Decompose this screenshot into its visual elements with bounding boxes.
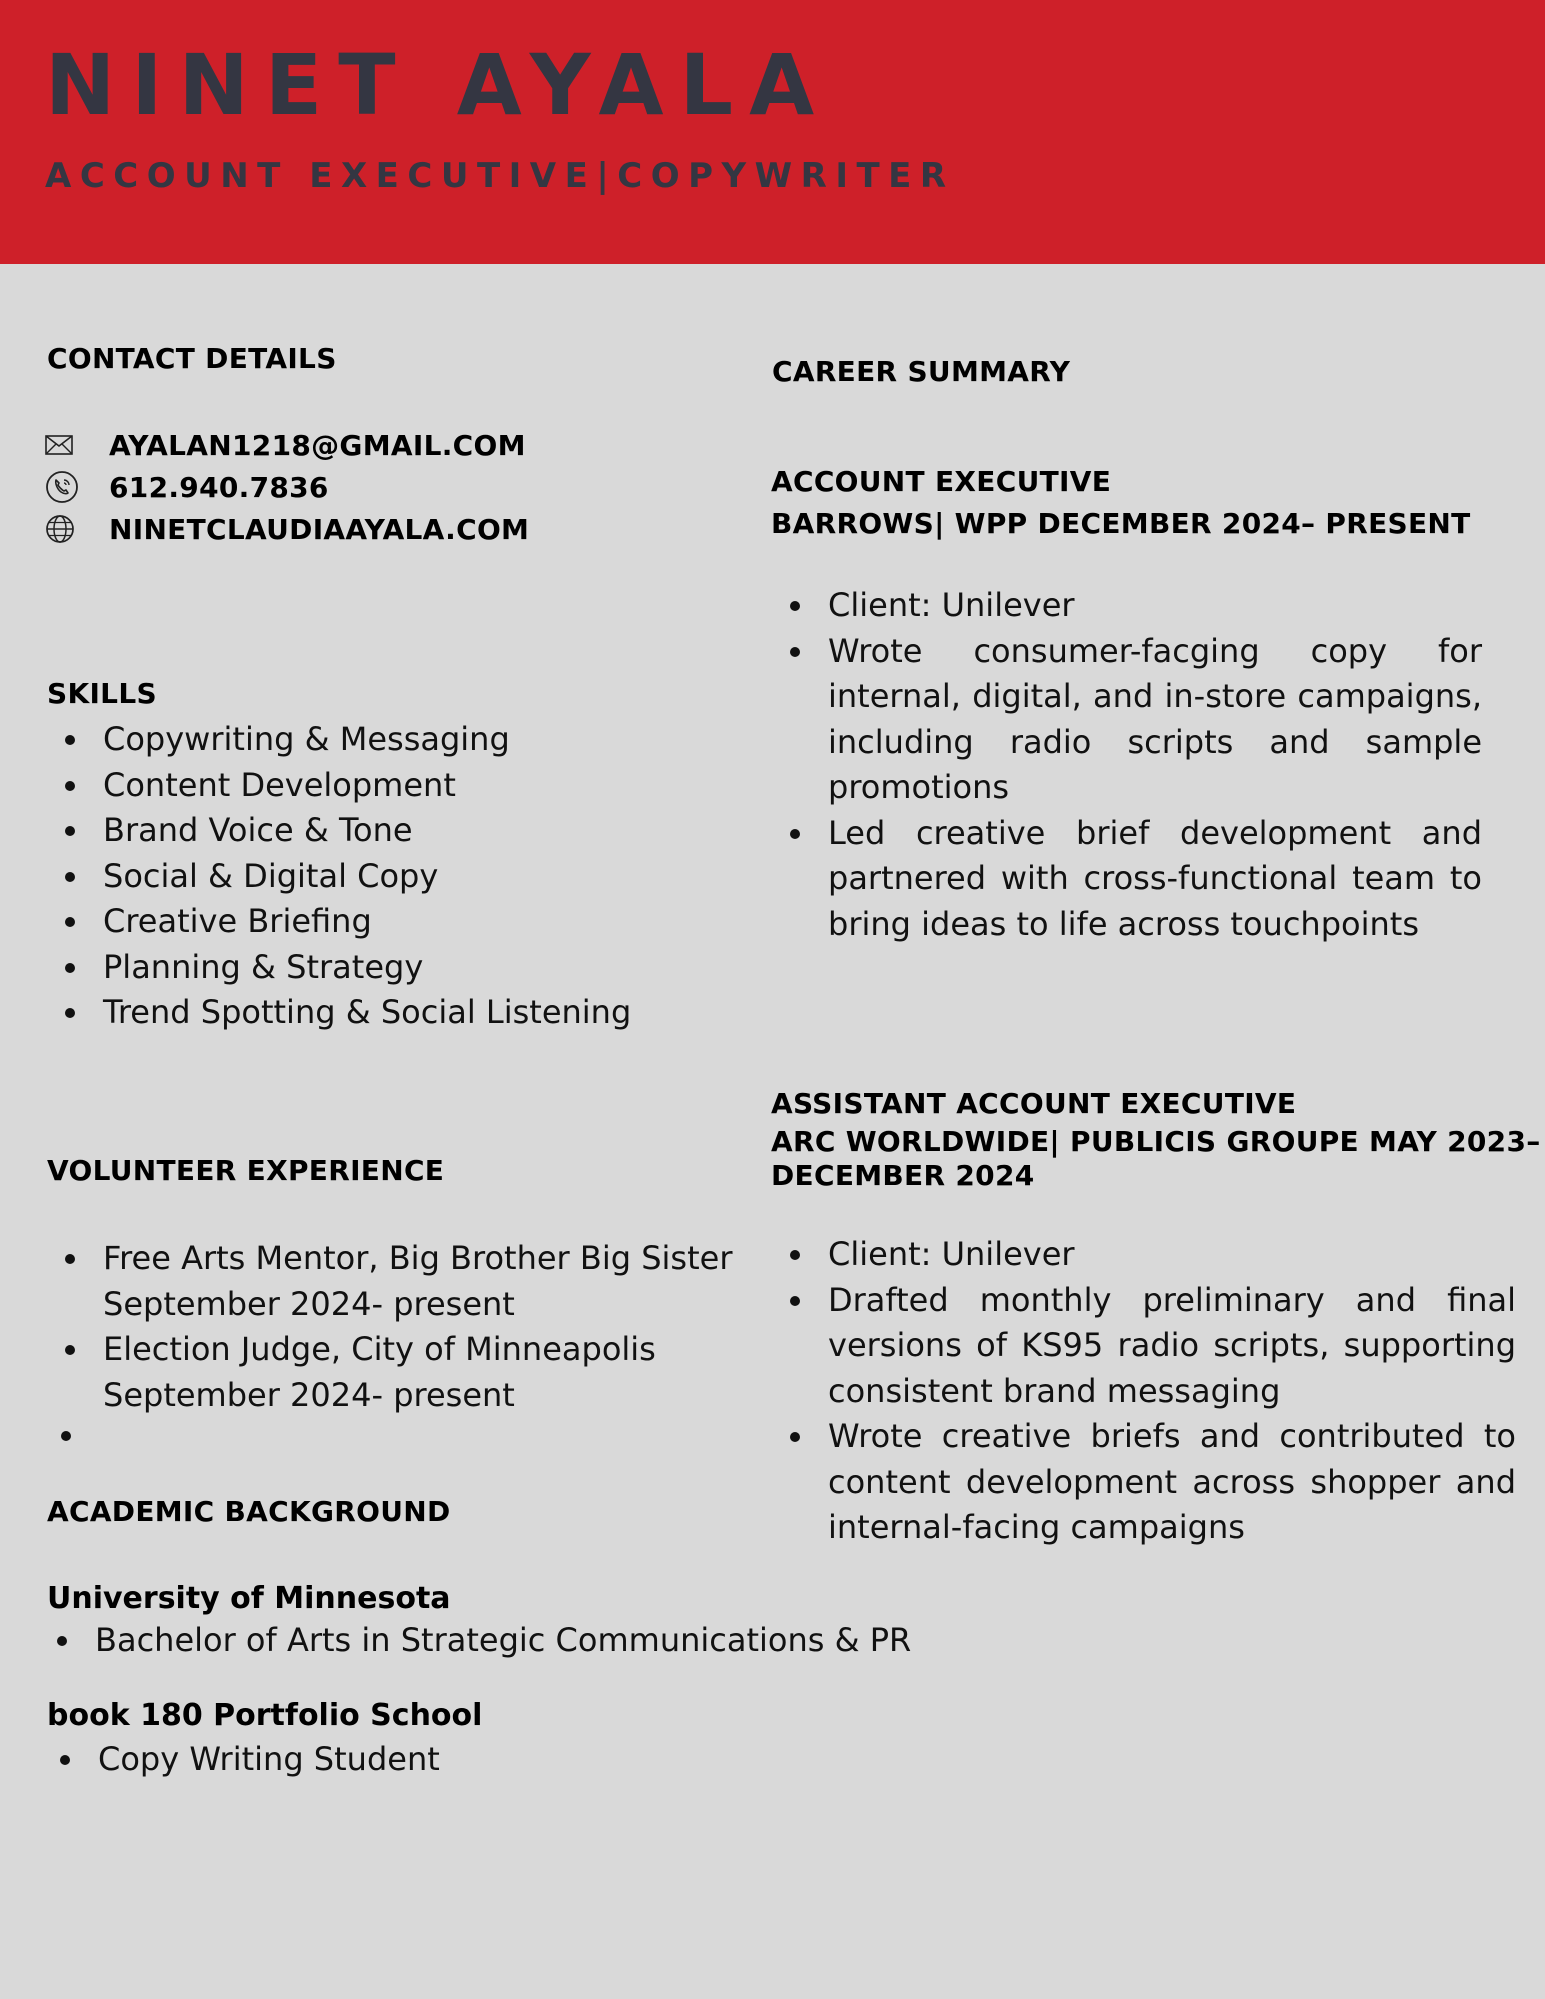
list-item: Planning & Strategy [103,945,631,991]
volunteer-role: Free Arts Mentor, Big Brother Big Sister [103,1239,733,1277]
volunteer-heading: VOLUNTEER EXPERIENCE [47,1154,445,1187]
skills-heading: SKILLS [47,677,157,710]
contact-list [45,424,529,550]
job-company: ARC WORLDWIDE| PUBLICIS GROUPE MAY 2023– [771,1125,1541,1158]
globe-icon [45,510,83,548]
school-name: University of Minnesota [47,1581,451,1616]
envelope-icon [45,426,83,464]
volunteer-list [103,1236,732,1418]
contact-website[interactable] [45,508,529,550]
skills-list [103,717,631,1036]
job-bullets [828,583,1482,947]
list-item: Bachelor of Arts in Strategic Communications & PR [95,1618,911,1664]
contact-email[interactable] [45,424,529,466]
career-heading: CAREER SUMMARY [772,355,1071,388]
list-item: Led creative brief development and partnered with cross-functional team to bring ideas to life across touchpoints [828,811,1482,948]
contact-phone[interactable] [45,466,529,508]
school-name: book 180 Portfolio School [47,1698,483,1733]
list-item: Creative Briefing [103,899,631,945]
phone-text: 612.940.7836 [109,470,329,504]
list-item: Copywriting & Messaging [103,717,631,763]
list-item: Trend Spotting & Social Listening [103,990,631,1036]
list-item: Brand Voice & Tone [103,808,631,854]
header-banner [0,0,1545,264]
job-bullets [828,1232,1516,1551]
volunteer-role: Election Judge, City of Minneapolis [103,1330,656,1368]
volunteer-dates: September 2024- present [103,1284,515,1323]
list-item [103,1236,732,1327]
list-item: Client: Unilever [828,583,1482,629]
contact-heading: CONTACT DETAILS [47,342,337,375]
list-item: Client: Unilever [828,1232,1516,1278]
job-company: DECEMBER 2024 [771,1159,1035,1192]
empty-bullet [61,1431,71,1441]
resume-title: ACCOUNT EXECUTIVE|COPYWRITER [45,156,955,196]
school-detail-list [95,1618,911,1664]
list-item: Copy Writing Student [98,1737,440,1783]
list-item: Wrote consumer-facging copy for internal, digital, and in-store campaigns, including radio scripts and sample promotions [828,629,1482,811]
list-item: Social & Digital Copy [103,854,631,900]
email-text: AYALAN1218@GMAIL.COM [109,428,526,462]
list-item: Wrote creative briefs and contributed to content development across shopper and internal-facing campaigns [828,1414,1516,1551]
volunteer-dates: September 2024- present [103,1375,515,1414]
list-item [103,1327,732,1418]
list-item: Drafted monthly preliminary and final versions of KS95 radio scripts, supporting consistent brand messaging [828,1278,1516,1415]
resume-name: NINET AYALA [45,36,831,134]
job-company: BARROWS| WPP DECEMBER 2024– PRESENT [771,507,1471,540]
academic-heading: ACADEMIC BACKGROUND [47,1495,451,1528]
job-title: ASSISTANT ACCOUNT EXECUTIVE [771,1087,1297,1120]
list-item: Content Development [103,763,631,809]
website-text: NINETCLAUDIAAYALA.COM [109,512,530,546]
phone-icon [45,468,83,506]
job-title: ACCOUNT EXECUTIVE [771,465,1112,498]
school-detail-list [98,1737,440,1783]
